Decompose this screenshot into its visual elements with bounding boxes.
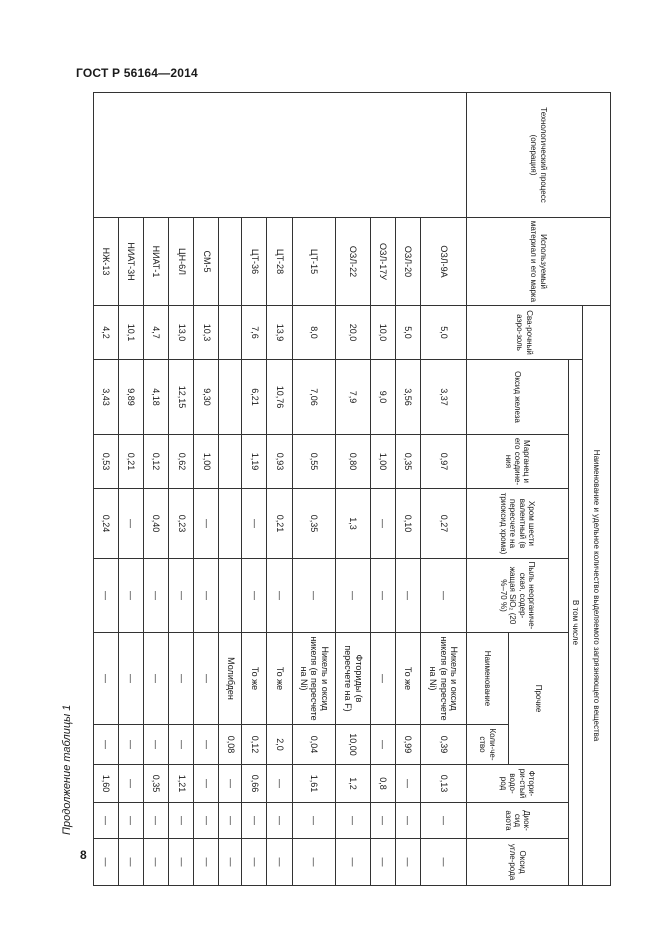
cell-iron: 9,30 bbox=[194, 360, 219, 435]
cell-co: — bbox=[169, 839, 194, 886]
cell-other-qty: 2,0 bbox=[267, 725, 292, 765]
cell-cr: 0,40 bbox=[144, 489, 169, 559]
table-continuation-label: Продолжение таблицы 1 bbox=[61, 704, 73, 835]
cell-other-name: — bbox=[370, 633, 395, 725]
cell-other-qty: — bbox=[144, 725, 169, 765]
cell-hf: 0,8 bbox=[370, 765, 395, 803]
cell-mn: 0,53 bbox=[94, 435, 119, 489]
cell-iron: 3,37 bbox=[421, 360, 467, 435]
cell-aerosol: 8,0 bbox=[292, 306, 336, 360]
cell-mn: 1,00 bbox=[370, 435, 395, 489]
cell-co: — bbox=[395, 839, 420, 886]
cell-dust: — bbox=[421, 559, 467, 633]
cell-other-qty: 0,99 bbox=[395, 725, 420, 765]
cell-hf: 1,60 bbox=[94, 765, 119, 803]
cell-co: — bbox=[292, 839, 336, 886]
cell-co: — bbox=[421, 839, 467, 886]
cell-other-name: То же bbox=[267, 633, 292, 725]
table-body bbox=[94, 93, 467, 886]
cell-other-qty: — bbox=[370, 725, 395, 765]
cell-hf: 1,61 bbox=[292, 765, 336, 803]
cell-mn bbox=[219, 435, 242, 489]
cell-aerosol bbox=[219, 306, 242, 360]
cell-no2: — bbox=[370, 803, 395, 839]
cell-no2: — bbox=[421, 803, 467, 839]
cell-hf: — bbox=[219, 765, 242, 803]
cell-hf: 0,66 bbox=[242, 765, 267, 803]
cell-iron: 9,89 bbox=[119, 360, 144, 435]
cell-mn: 0,21 bbox=[119, 435, 144, 489]
cell-mn: 1,00 bbox=[194, 435, 219, 489]
cell-hf: — bbox=[267, 765, 292, 803]
cell-material: НИАТ-3Н bbox=[119, 218, 144, 306]
cell-mn: 0,62 bbox=[169, 435, 194, 489]
header-process: Технологический процесс (операция) bbox=[467, 93, 611, 218]
cell-other-qty: 0,39 bbox=[421, 725, 467, 765]
cell-other-name: — bbox=[169, 633, 194, 725]
cell-dust: — bbox=[169, 559, 194, 633]
cell-co: — bbox=[94, 839, 119, 886]
cell-other-qty: — bbox=[194, 725, 219, 765]
cell-hf: — bbox=[194, 765, 219, 803]
cell-dust bbox=[219, 559, 242, 633]
cell-material: ОЗЛ-22 bbox=[336, 218, 370, 306]
cell-material: ЦТ-36 bbox=[242, 218, 267, 306]
cell-iron bbox=[219, 360, 242, 435]
cell-other-qty: — bbox=[169, 725, 194, 765]
cell-iron: 10,76 bbox=[267, 360, 292, 435]
cell-material: ЦТ-28 bbox=[267, 218, 292, 306]
cell-no2: — bbox=[219, 803, 242, 839]
header-material: Используемый материал и его марка bbox=[467, 218, 611, 306]
cell-hf: 1,2 bbox=[336, 765, 370, 803]
cell-hf: 0,13 bbox=[421, 765, 467, 803]
cell-other-qty: 10,00 bbox=[336, 725, 370, 765]
cell-cr: — bbox=[370, 489, 395, 559]
cell-other-qty: — bbox=[119, 725, 144, 765]
cell-cr: 1,3 bbox=[336, 489, 370, 559]
cell-co: — bbox=[336, 839, 370, 886]
header-others-name: Наименование bbox=[467, 633, 509, 725]
cell-cr: — bbox=[242, 489, 267, 559]
cell-cr: 0,21 bbox=[267, 489, 292, 559]
cell-cr: 0,10 bbox=[395, 489, 420, 559]
cell-aerosol: 20,0 bbox=[336, 306, 370, 360]
cell-aerosol: 5,0 bbox=[395, 306, 420, 360]
cell-iron: 12,15 bbox=[169, 360, 194, 435]
header-hydrogen-fluoride: Фтори-ри-стый водо-род bbox=[467, 765, 569, 803]
cell-hf: 1,21 bbox=[169, 765, 194, 803]
cell-other-name: — bbox=[119, 633, 144, 725]
cell-co: — bbox=[119, 839, 144, 886]
cell-iron: 9,0 bbox=[370, 360, 395, 435]
cell-no2: — bbox=[144, 803, 169, 839]
cell-other-name: — bbox=[194, 633, 219, 725]
cell-aerosol: 4,2 bbox=[94, 306, 119, 360]
header-dust: Пыль неорганиче-ская, содер-жащая SiO₂ (20 %–70 %) bbox=[467, 559, 569, 633]
cell-co: — bbox=[219, 839, 242, 886]
cell-no2: — bbox=[267, 803, 292, 839]
cell-process bbox=[94, 93, 467, 218]
cell-no2: — bbox=[169, 803, 194, 839]
cell-other-name: Никель и оксид никеля (в пересчете на Ni) bbox=[292, 633, 336, 725]
cell-co: — bbox=[144, 839, 169, 886]
cell-material: ОЗЛ-20 bbox=[395, 218, 420, 306]
cell-dust: — bbox=[267, 559, 292, 633]
cell-other-name: — bbox=[94, 633, 119, 725]
cell-other-name: То же bbox=[242, 633, 267, 725]
cell-material: ЦТ-15 bbox=[292, 218, 336, 306]
cell-aerosol: 4,7 bbox=[144, 306, 169, 360]
cell-other-name: Фториды (в пересчете на F) bbox=[336, 633, 370, 725]
cell-aerosol: 10,3 bbox=[194, 306, 219, 360]
cell-cr: 0,24 bbox=[94, 489, 119, 559]
cell-co: — bbox=[370, 839, 395, 886]
header-in-that-number: В том числе bbox=[569, 360, 583, 886]
header-carbon-oxide: Оксид угле-рода bbox=[467, 839, 569, 886]
cell-material bbox=[219, 218, 242, 306]
cell-iron: 6,21 bbox=[242, 360, 267, 435]
cell-material: НИАТ-1 bbox=[144, 218, 169, 306]
cell-no2: — bbox=[119, 803, 144, 839]
cell-mn: 0,80 bbox=[336, 435, 370, 489]
cell-dust: — bbox=[292, 559, 336, 633]
cell-no2: — bbox=[94, 803, 119, 839]
cell-aerosol: 13,9 bbox=[267, 306, 292, 360]
cell-other-name: — bbox=[144, 633, 169, 725]
cell-other-qty: 0,12 bbox=[242, 725, 267, 765]
cell-dust: — bbox=[119, 559, 144, 633]
cell-dust: — bbox=[242, 559, 267, 633]
cell-other-name: То же bbox=[395, 633, 420, 725]
cell-aerosol: 7,6 bbox=[242, 306, 267, 360]
cell-cr: 0,23 bbox=[169, 489, 194, 559]
cell-other-name: Молибден bbox=[219, 633, 242, 725]
cell-material: НЖ-13 bbox=[94, 218, 119, 306]
header-nitrogen-dioxide: Диок-сид азота bbox=[467, 803, 569, 839]
cell-mn: 0,55 bbox=[292, 435, 336, 489]
cell-co: — bbox=[267, 839, 292, 886]
cell-dust: — bbox=[94, 559, 119, 633]
cell-aerosol: 5,0 bbox=[421, 306, 467, 360]
header-others-qty: Коли-че-ство bbox=[467, 725, 509, 765]
cell-cr: — bbox=[119, 489, 144, 559]
cell-other-qty: — bbox=[94, 725, 119, 765]
cell-dust: — bbox=[336, 559, 370, 633]
cell-material: ЦН-6Л bbox=[169, 218, 194, 306]
table-row bbox=[421, 93, 467, 886]
cell-hf: — bbox=[395, 765, 420, 803]
document-header: ГОСТ Р 56164—2014 bbox=[76, 66, 198, 80]
cell-cr: 0,27 bbox=[421, 489, 467, 559]
cell-mn: 1,19 bbox=[242, 435, 267, 489]
cell-no2: — bbox=[194, 803, 219, 839]
cell-dust: — bbox=[395, 559, 420, 633]
cell-dust: — bbox=[370, 559, 395, 633]
cell-material: СМ-5 bbox=[194, 218, 219, 306]
cell-co: — bbox=[242, 839, 267, 886]
cell-no2: — bbox=[395, 803, 420, 839]
cell-other-qty: 0,08 bbox=[219, 725, 242, 765]
cell-mn: 0,35 bbox=[395, 435, 420, 489]
cell-mn: 0,97 bbox=[421, 435, 467, 489]
cell-iron: 7,06 bbox=[292, 360, 336, 435]
header-aerosol: Сва-рочный аэро-золь bbox=[467, 306, 583, 360]
cell-dust: — bbox=[144, 559, 169, 633]
cell-hf: — bbox=[119, 765, 144, 803]
cell-aerosol: 10,1 bbox=[119, 306, 144, 360]
cell-no2: — bbox=[292, 803, 336, 839]
cell-cr: — bbox=[194, 489, 219, 559]
cell-mn: 0,93 bbox=[267, 435, 292, 489]
cell-no2: — bbox=[242, 803, 267, 839]
header-manganese: Марганец и его соедине-ния bbox=[467, 435, 569, 489]
cell-material: ОЗЛ-17У bbox=[370, 218, 395, 306]
cell-cr bbox=[219, 489, 242, 559]
header-others: Прочие bbox=[509, 633, 569, 765]
cell-aerosol: 10,0 bbox=[370, 306, 395, 360]
cell-dust: — bbox=[194, 559, 219, 633]
cell-no2: — bbox=[336, 803, 370, 839]
cell-other-qty: 0,04 bbox=[292, 725, 336, 765]
cell-iron: 4,18 bbox=[144, 360, 169, 435]
cell-mn: 0,12 bbox=[144, 435, 169, 489]
header-main-group: Наименование и удельное количество выделяемого загрязняющего вещества bbox=[583, 306, 611, 886]
cell-co: — bbox=[194, 839, 219, 886]
cell-iron: 7,9 bbox=[336, 360, 370, 435]
page-number: 8 bbox=[80, 848, 87, 862]
cell-iron: 3,43 bbox=[94, 360, 119, 435]
cell-aerosol: 13,0 bbox=[169, 306, 194, 360]
emissions-table-rotated bbox=[93, 92, 611, 881]
cell-hf: 0,35 bbox=[144, 765, 169, 803]
cell-material: ОЗЛ-9А bbox=[421, 218, 467, 306]
header-iron-oxide: Оксид железа bbox=[467, 360, 569, 435]
cell-other-name: Никель и оксид никеля (в пересчете на Ni) bbox=[421, 633, 467, 725]
cell-cr: 0,35 bbox=[292, 489, 336, 559]
cell-iron: 3,56 bbox=[395, 360, 420, 435]
header-chromium: Хром шести валентный (в пересчете на триоксид хрома) bbox=[467, 489, 569, 559]
emissions-table bbox=[93, 92, 611, 886]
